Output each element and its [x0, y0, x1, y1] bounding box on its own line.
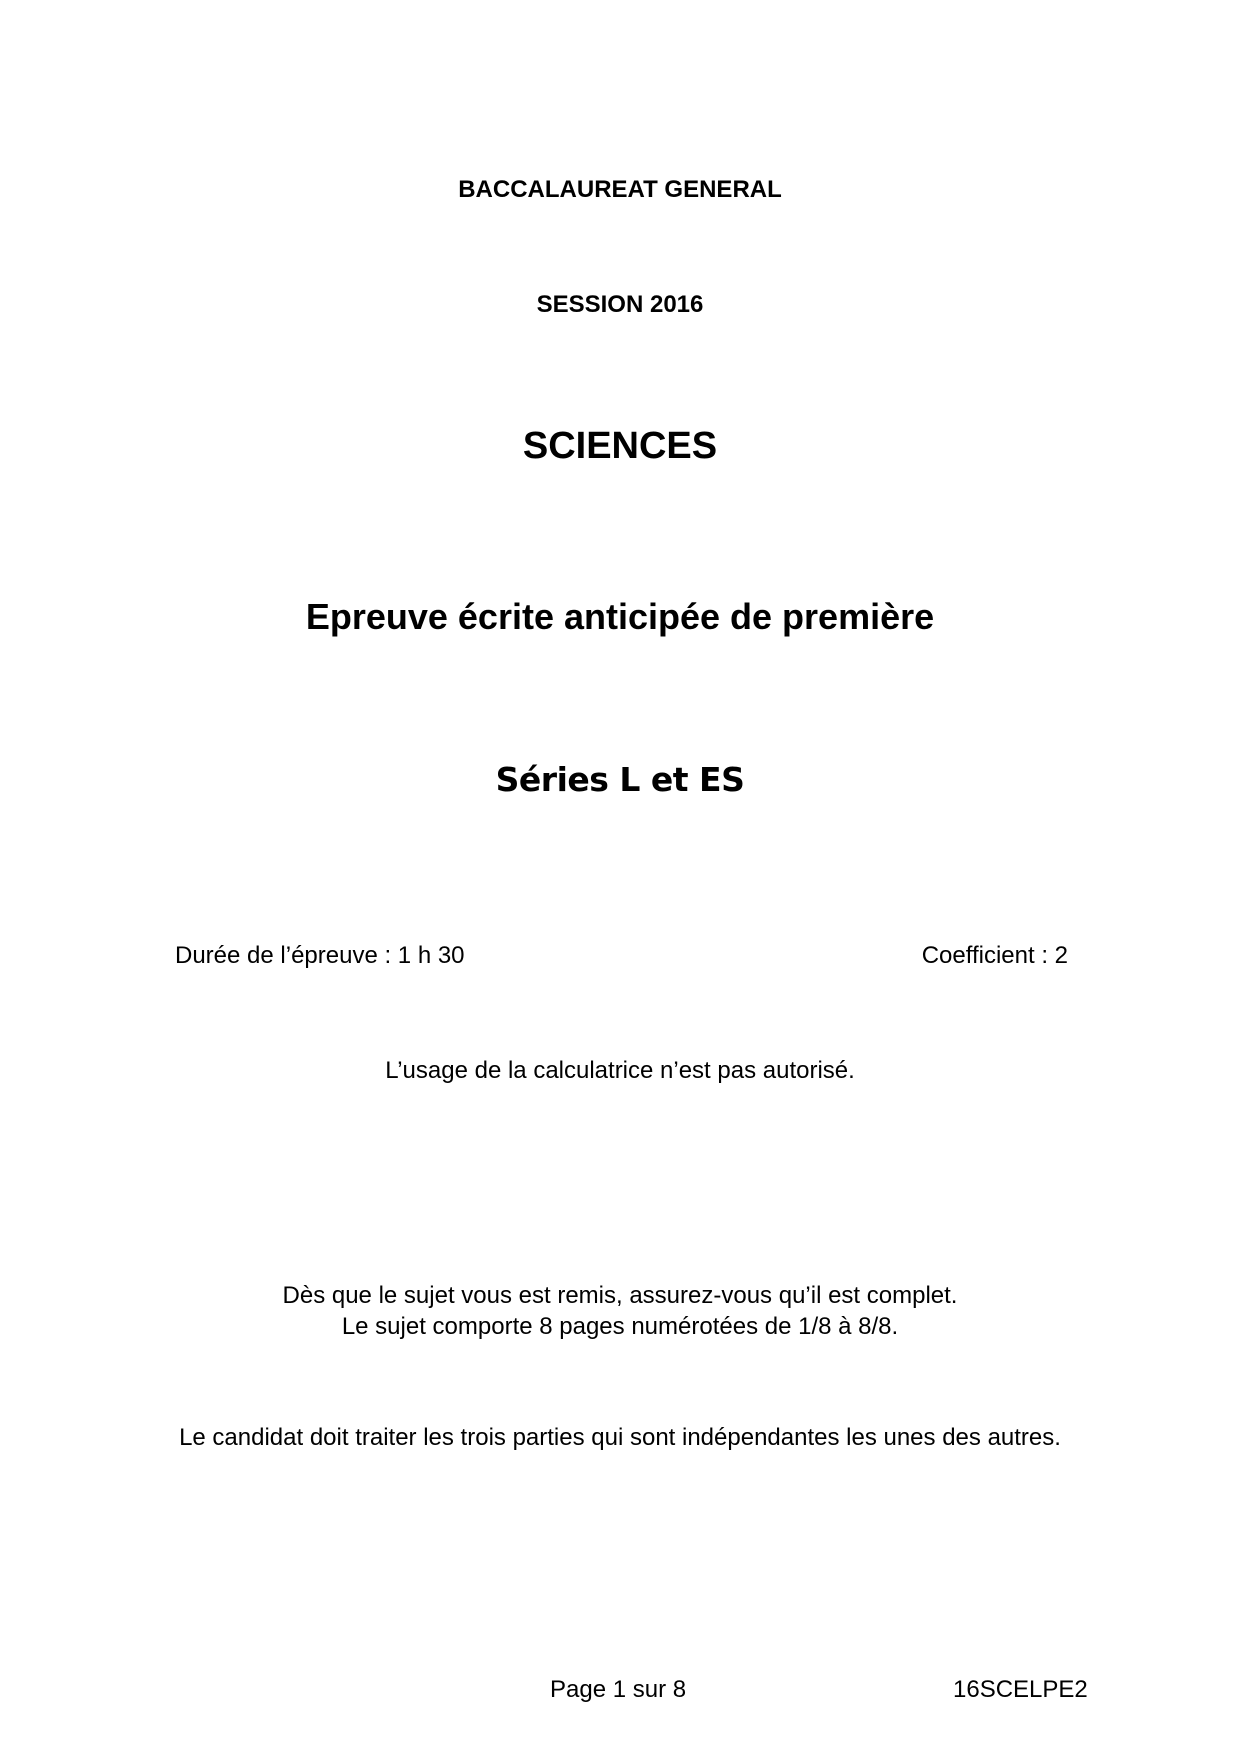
exam-code: 16SCELPE2 — [953, 1676, 1088, 1703]
coefficient-text: Coefficient : 2 — [921, 942, 1068, 969]
exam-level-heading: BACCALAUREAT GENERAL — [458, 176, 782, 203]
page-number: Page 1 sur 8 — [550, 1676, 687, 1703]
calculator-notice: L’usage de la calculatrice n’est pas autorisé. — [385, 1057, 855, 1084]
page-count-notice: Le sujet comporte 8 pages numérotées de 1/8 à 8/8. — [341, 1313, 899, 1340]
session-heading: SESSION 2016 — [536, 291, 704, 318]
completeness-notice: Dès que le sujet vous est remis, assurez-vous qu’il est complet. — [282, 1282, 958, 1309]
instructions-notice: Le candidat doit traiter les trois parties qui sont indépendantes les unes des autres. — [179, 1424, 1061, 1451]
series-title: Séries L et ES — [495, 760, 745, 799]
subject-title: SCIENCES — [522, 425, 718, 467]
duration-text: Durée de l’épreuve : 1 h 30 — [175, 942, 465, 969]
exam-type-title: Epreuve écrite anticipée de première — [305, 596, 935, 637]
